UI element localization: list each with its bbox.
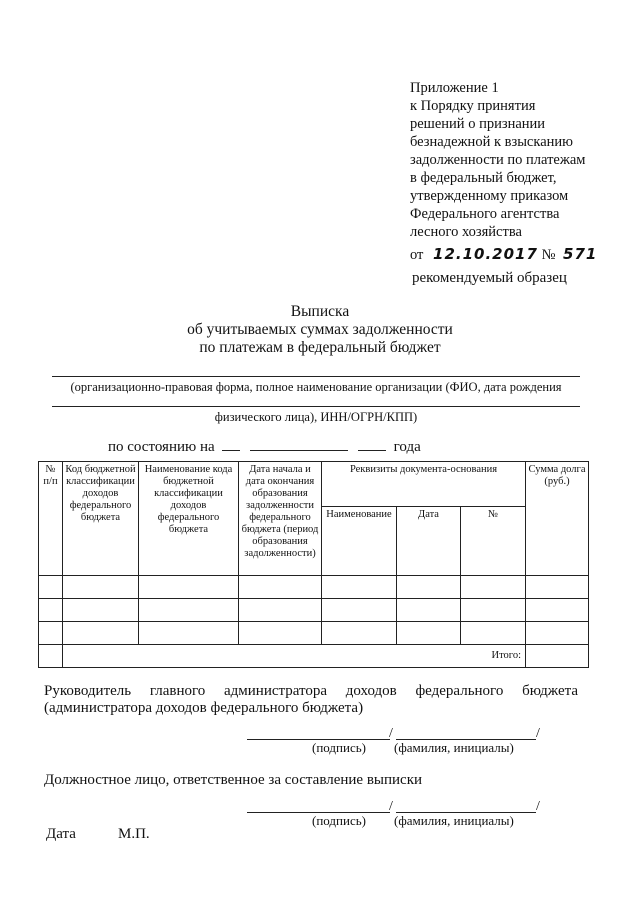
- recommended-sample-note: рекомендуемый образец: [412, 270, 567, 286]
- table-cell[interactable]: [39, 622, 63, 645]
- table-cell[interactable]: [239, 576, 322, 599]
- appendix-line: решений о признании: [410, 116, 546, 132]
- header-basis-name: Наименование: [322, 507, 397, 576]
- signatory-1-line-1: Руководитель главного администратора доходов федерального бюджета: [44, 683, 578, 699]
- title-line-3: по платежам в федеральный бюджет: [199, 339, 441, 356]
- table-cell[interactable]: [63, 599, 139, 622]
- signatory-2-title: Должностное лицо, ответственное за составление выписки: [44, 772, 423, 788]
- table-cell[interactable]: [63, 622, 139, 645]
- table-cell[interactable]: [139, 622, 239, 645]
- appendix-line: Федерального агентства: [410, 206, 560, 222]
- appendix-line: задолженности по платежам: [410, 152, 586, 168]
- order-reference: [410, 245, 635, 264]
- table-cell[interactable]: [526, 622, 589, 645]
- separator-slash: /: [536, 726, 540, 741]
- table-cell[interactable]: [526, 576, 589, 599]
- table-cell[interactable]: [397, 576, 461, 599]
- table-cell[interactable]: [39, 576, 63, 599]
- as-of-month-blank[interactable]: [250, 436, 348, 451]
- date-label: Дата: [46, 826, 76, 842]
- header-code-name: Наименование кода бюджетной классификации доходов федерального бюджета: [139, 462, 239, 576]
- signatory-1-line-2: (администратора доходов федерального бюджета): [44, 700, 364, 716]
- table-cell[interactable]: [397, 622, 461, 645]
- org-hint-1: (организационно-правовая форма, полное наименование организации (ФИО, дата рождения: [70, 380, 562, 394]
- title-line-2: об учитываемых суммах задолженности: [187, 321, 453, 338]
- table-cell[interactable]: [461, 599, 526, 622]
- signature-caption: (подпись): [312, 740, 366, 755]
- header-code: Код бюджетной классификации доходов федерального бюджета: [63, 462, 139, 576]
- separator-slash: /: [389, 726, 393, 741]
- total-value-cell[interactable]: [526, 645, 589, 668]
- header-basis: Реквизиты документа-основания: [322, 462, 526, 507]
- appendix-line: Приложение 1: [410, 80, 499, 96]
- appendix-line: к Порядку принятия: [410, 98, 536, 114]
- document-title: [0, 303, 640, 357]
- from-label: от: [410, 247, 424, 263]
- table-cell[interactable]: [322, 599, 397, 622]
- table-cell[interactable]: [139, 576, 239, 599]
- table-cell[interactable]: [239, 622, 322, 645]
- appendix-block: [410, 79, 635, 264]
- name-caption: (фамилия, инициалы): [394, 813, 514, 828]
- table-cell[interactable]: [63, 576, 139, 599]
- table-row: [39, 622, 589, 645]
- table-cell[interactable]: [322, 576, 397, 599]
- separator-slash: /: [389, 799, 393, 814]
- org-fill-line-2[interactable]: [52, 406, 580, 407]
- header-num: № п/п: [39, 462, 63, 576]
- as-of-day-blank[interactable]: [222, 436, 240, 451]
- table-row: [39, 576, 589, 599]
- table-cell[interactable]: [397, 599, 461, 622]
- as-of-prefix: по состоянию на: [108, 439, 215, 455]
- table-cell[interactable]: [139, 599, 239, 622]
- name-caption: (фамилия, инициалы): [394, 740, 514, 755]
- handwritten-date: 12.10.2017: [433, 245, 538, 263]
- debt-table: [38, 461, 589, 668]
- separator-slash: /: [536, 799, 540, 814]
- header-dates: Дата начала и дата окончания образования задолженности федерального бюджета (период образования задолженности): [239, 462, 322, 576]
- title-line-1: Выписка: [290, 303, 350, 320]
- table-cell[interactable]: [39, 599, 63, 622]
- appendix-line: лесного хозяйства: [410, 224, 522, 240]
- signatory-1-title: [44, 683, 578, 717]
- header-basis-date: Дата: [397, 507, 461, 576]
- number-label: №: [541, 247, 556, 263]
- table-cell[interactable]: [461, 576, 526, 599]
- table-cell: [39, 645, 63, 668]
- appendix-line: безнадежной к взысканию: [410, 134, 573, 150]
- table-cell[interactable]: [526, 599, 589, 622]
- table-cell[interactable]: [239, 599, 322, 622]
- total-label: Итого:: [63, 645, 526, 668]
- total-row: [39, 645, 589, 668]
- org-hint-2: физического лица), ИНН/ОГРН/КПП): [214, 410, 418, 424]
- table-cell[interactable]: [322, 622, 397, 645]
- handwritten-number: 571: [563, 245, 598, 263]
- table-row: [39, 599, 589, 622]
- seal-label: М.П.: [118, 826, 150, 842]
- as-of-date-row: [108, 436, 421, 456]
- org-fill-line-1[interactable]: [52, 376, 580, 377]
- appendix-line: утвержденному приказом: [410, 188, 569, 204]
- as-of-suffix: года: [393, 439, 421, 455]
- signature-caption: (подпись): [312, 813, 366, 828]
- appendix-line: в федеральный бюджет,: [410, 170, 557, 186]
- as-of-year-blank[interactable]: [358, 436, 386, 451]
- table-cell[interactable]: [461, 622, 526, 645]
- header-basis-num: №: [461, 507, 526, 576]
- header-sum: Сумма долга (руб.): [526, 462, 589, 576]
